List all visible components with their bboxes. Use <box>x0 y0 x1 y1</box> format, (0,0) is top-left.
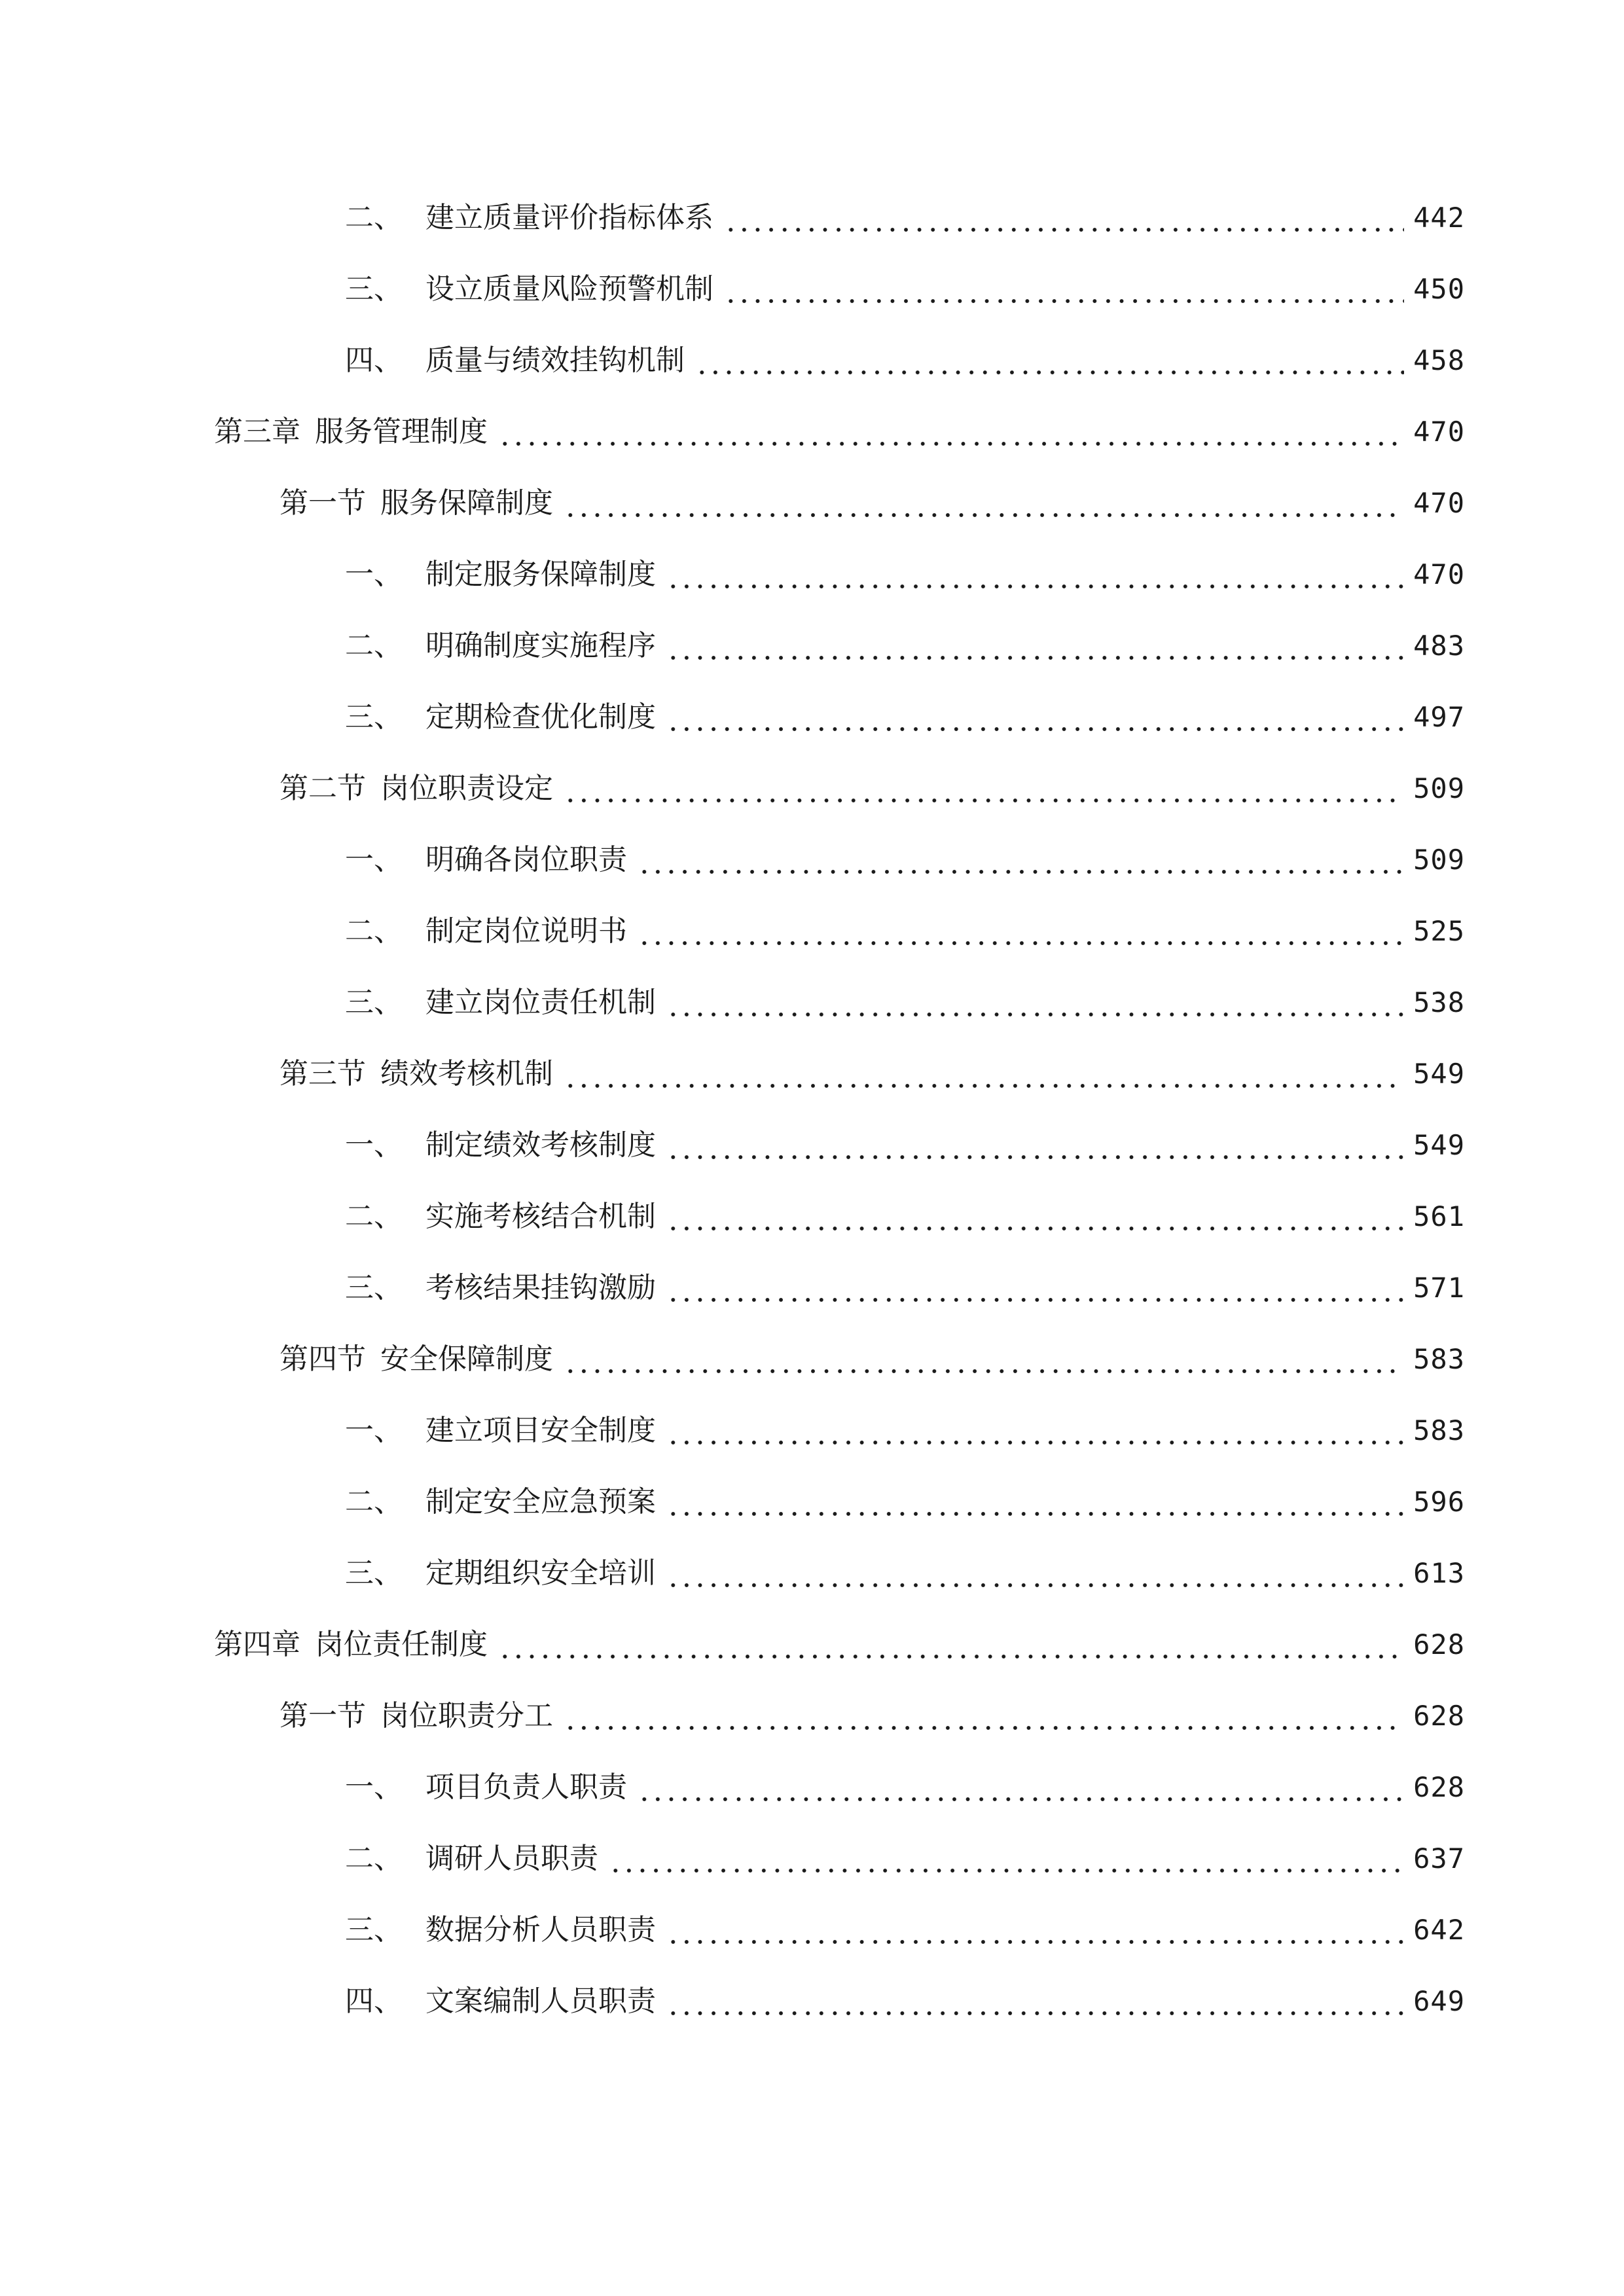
dot-leader <box>666 692 1404 742</box>
dot-leader <box>666 1406 1404 1456</box>
toc-entry-number: 二、 <box>345 629 403 662</box>
toc-entry-title: 服务保障制度 <box>380 486 553 520</box>
toc-entry[interactable] <box>345 621 1465 671</box>
toc-entry-page: 509 <box>1413 772 1465 804</box>
dot-leader <box>666 1263 1404 1313</box>
toc-entry-page: 649 <box>1413 1985 1465 2017</box>
toc-entry-title: 考核结果挂钩激励 <box>425 1271 656 1304</box>
toc-entry[interactable] <box>345 906 1465 956</box>
dot-leader <box>498 1620 1404 1670</box>
toc-entry[interactable] <box>345 1192 1465 1242</box>
toc-entry-title: 建立项目安全制度 <box>425 1414 656 1447</box>
toc-entry-page: 613 <box>1413 1557 1465 1589</box>
toc-entry-title: 岗位职责分工 <box>380 1699 553 1732</box>
toc-entry[interactable] <box>345 264 1465 314</box>
toc-entry-page: 596 <box>1413 1486 1465 1518</box>
dot-leader <box>638 906 1404 956</box>
toc-entry[interactable] <box>345 336 1465 386</box>
dot-leader <box>724 264 1404 314</box>
dot-leader <box>724 193 1404 243</box>
toc-entry-title: 定期检查优化制度 <box>425 700 656 734</box>
toc-entry-title: 建立质量评价指标体系 <box>425 201 713 234</box>
toc-entry-page: 458 <box>1413 344 1465 376</box>
toc-entry-title: 服务管理制度 <box>315 415 488 448</box>
toc-entry-number: 二、 <box>345 914 403 948</box>
dot-leader <box>609 1834 1404 1884</box>
dot-leader <box>564 478 1404 528</box>
dot-leader <box>666 1477 1404 1527</box>
toc-entry-number: 第四章 <box>214 1628 300 1661</box>
toc-entry-page: 509 <box>1413 844 1465 876</box>
toc-entry-number: 第二节 <box>280 772 366 805</box>
toc-entry-number: 二、 <box>345 201 403 234</box>
toc-entry-title: 制定岗位说明书 <box>425 914 627 948</box>
toc-entry[interactable] <box>345 978 1465 1028</box>
toc-entry-title: 调研人员职责 <box>425 1842 598 1875</box>
toc-entry-page: 628 <box>1413 1628 1465 1660</box>
toc-entry-number: 一、 <box>345 1414 403 1447</box>
toc-entry-number: 三、 <box>345 1556 403 1590</box>
toc-entry[interactable] <box>345 193 1465 243</box>
toc-entry-title: 设立质量风险预警机制 <box>425 272 713 306</box>
toc-entry-title: 制定绩效考核制度 <box>425 1128 656 1162</box>
dot-leader <box>666 550 1404 600</box>
toc-entry[interactable] <box>345 1763 1465 1812</box>
toc-entry-title: 质量与绩效挂钩机制 <box>425 344 685 377</box>
toc-entry-number: 一、 <box>345 1770 403 1804</box>
toc-entry-title: 岗位职责设定 <box>380 772 553 805</box>
toc-entry-page: 470 <box>1413 487 1465 519</box>
dot-leader <box>666 978 1404 1028</box>
toc-entry-title: 绩效考核机制 <box>380 1057 553 1090</box>
dot-leader <box>666 1549 1404 1598</box>
toc-entry-page: 628 <box>1413 1700 1465 1732</box>
toc-entry-page: 642 <box>1413 1914 1465 1946</box>
toc-entry-page: 628 <box>1413 1771 1465 1803</box>
toc-entry-section[interactable] <box>280 1691 1465 1741</box>
toc-entry[interactable] <box>345 1121 1465 1170</box>
dot-leader <box>564 764 1404 814</box>
toc-entry-chapter[interactable] <box>214 1620 1465 1670</box>
toc-entry-page: 470 <box>1413 558 1465 590</box>
toc-entry-number: 第四节 <box>280 1342 366 1376</box>
toc-entry[interactable] <box>345 1549 1465 1598</box>
toc-entry-section[interactable] <box>280 1049 1465 1099</box>
toc-entry-number: 一、 <box>345 1128 403 1162</box>
toc-entry-title: 制定服务保障制度 <box>425 558 656 591</box>
dot-leader <box>666 1977 1404 2026</box>
toc-entry-number: 二、 <box>345 1842 403 1875</box>
toc-entry-title: 项目负责人职责 <box>425 1770 627 1804</box>
dot-leader <box>498 407 1404 457</box>
toc-entry[interactable] <box>345 550 1465 600</box>
dot-leader <box>564 1049 1404 1099</box>
toc-entry-title: 明确各岗位职责 <box>425 843 627 876</box>
dot-leader <box>564 1691 1404 1741</box>
toc-entry-title: 明确制度实施程序 <box>425 629 656 662</box>
toc-entry-page: 561 <box>1413 1200 1465 1232</box>
toc-entry-number: 四、 <box>345 1984 403 2018</box>
toc-entry-title: 文案编制人员职责 <box>425 1984 656 2018</box>
toc-entry-title: 安全保障制度 <box>380 1342 553 1376</box>
toc-entry-page: 637 <box>1413 1842 1465 1874</box>
toc-entry-number: 一、 <box>345 558 403 591</box>
toc-entry-page: 549 <box>1413 1129 1465 1161</box>
toc-entry-number: 三、 <box>345 700 403 734</box>
toc-entry-number: 二、 <box>345 1485 403 1518</box>
dot-leader <box>666 1121 1404 1170</box>
toc-entry-page: 583 <box>1413 1343 1465 1375</box>
toc-entry-number: 二、 <box>345 1200 403 1233</box>
toc-entry-chapter[interactable] <box>214 407 1465 457</box>
toc-entry[interactable] <box>345 1834 1465 1884</box>
toc-entry-number: 第三章 <box>214 415 300 448</box>
dot-leader <box>695 336 1404 386</box>
toc-entry-page: 497 <box>1413 701 1465 733</box>
toc-entry-page: 442 <box>1413 202 1465 234</box>
toc-entry-number: 四、 <box>345 344 403 377</box>
toc-entry-number: 第一节 <box>280 486 366 520</box>
dot-leader <box>666 1192 1404 1242</box>
toc-entry-number: 一、 <box>345 843 403 876</box>
toc-entry-number: 三、 <box>345 986 403 1019</box>
toc-entry-page: 583 <box>1413 1414 1465 1446</box>
toc-entry-page: 571 <box>1413 1272 1465 1304</box>
toc-entry-title: 制定安全应急预案 <box>425 1485 656 1518</box>
dot-leader <box>666 1905 1404 1955</box>
toc-entry-number: 三、 <box>345 1913 403 1946</box>
toc-entry[interactable] <box>345 835 1465 885</box>
dot-leader <box>638 1763 1404 1812</box>
toc-entry-title: 定期组织安全培训 <box>425 1556 656 1590</box>
toc-entry-number: 三、 <box>345 1271 403 1304</box>
toc-entry-page: 483 <box>1413 630 1465 662</box>
toc-entry-number: 第三节 <box>280 1057 366 1090</box>
toc-entry[interactable] <box>345 1263 1465 1313</box>
toc-entry[interactable] <box>345 692 1465 742</box>
toc-entry-title: 实施考核结合机制 <box>425 1200 656 1233</box>
toc-entry-section[interactable] <box>280 764 1465 814</box>
toc-entry-page: 470 <box>1413 416 1465 448</box>
toc-entry-page: 525 <box>1413 915 1465 947</box>
toc-entry-title: 建立岗位责任机制 <box>425 986 656 1019</box>
dot-leader <box>638 835 1404 885</box>
toc-entry-section[interactable] <box>280 1335 1465 1384</box>
dot-leader <box>666 621 1404 671</box>
toc-entry[interactable] <box>345 1977 1465 2026</box>
toc-entry-section[interactable] <box>280 478 1465 528</box>
toc-entry[interactable] <box>345 1905 1465 1955</box>
toc-entry-title: 岗位责任制度 <box>315 1628 488 1661</box>
toc-entry-page: 549 <box>1413 1058 1465 1090</box>
toc-entry[interactable] <box>345 1406 1465 1456</box>
toc-entry-number: 三、 <box>345 272 403 306</box>
dot-leader <box>564 1335 1404 1384</box>
toc-entry[interactable] <box>345 1477 1465 1527</box>
toc-entry-number: 第一节 <box>280 1699 366 1732</box>
toc-entry-page: 450 <box>1413 273 1465 305</box>
toc-entry-title: 数据分析人员职责 <box>425 1913 656 1946</box>
toc-entry-page: 538 <box>1413 986 1465 1018</box>
